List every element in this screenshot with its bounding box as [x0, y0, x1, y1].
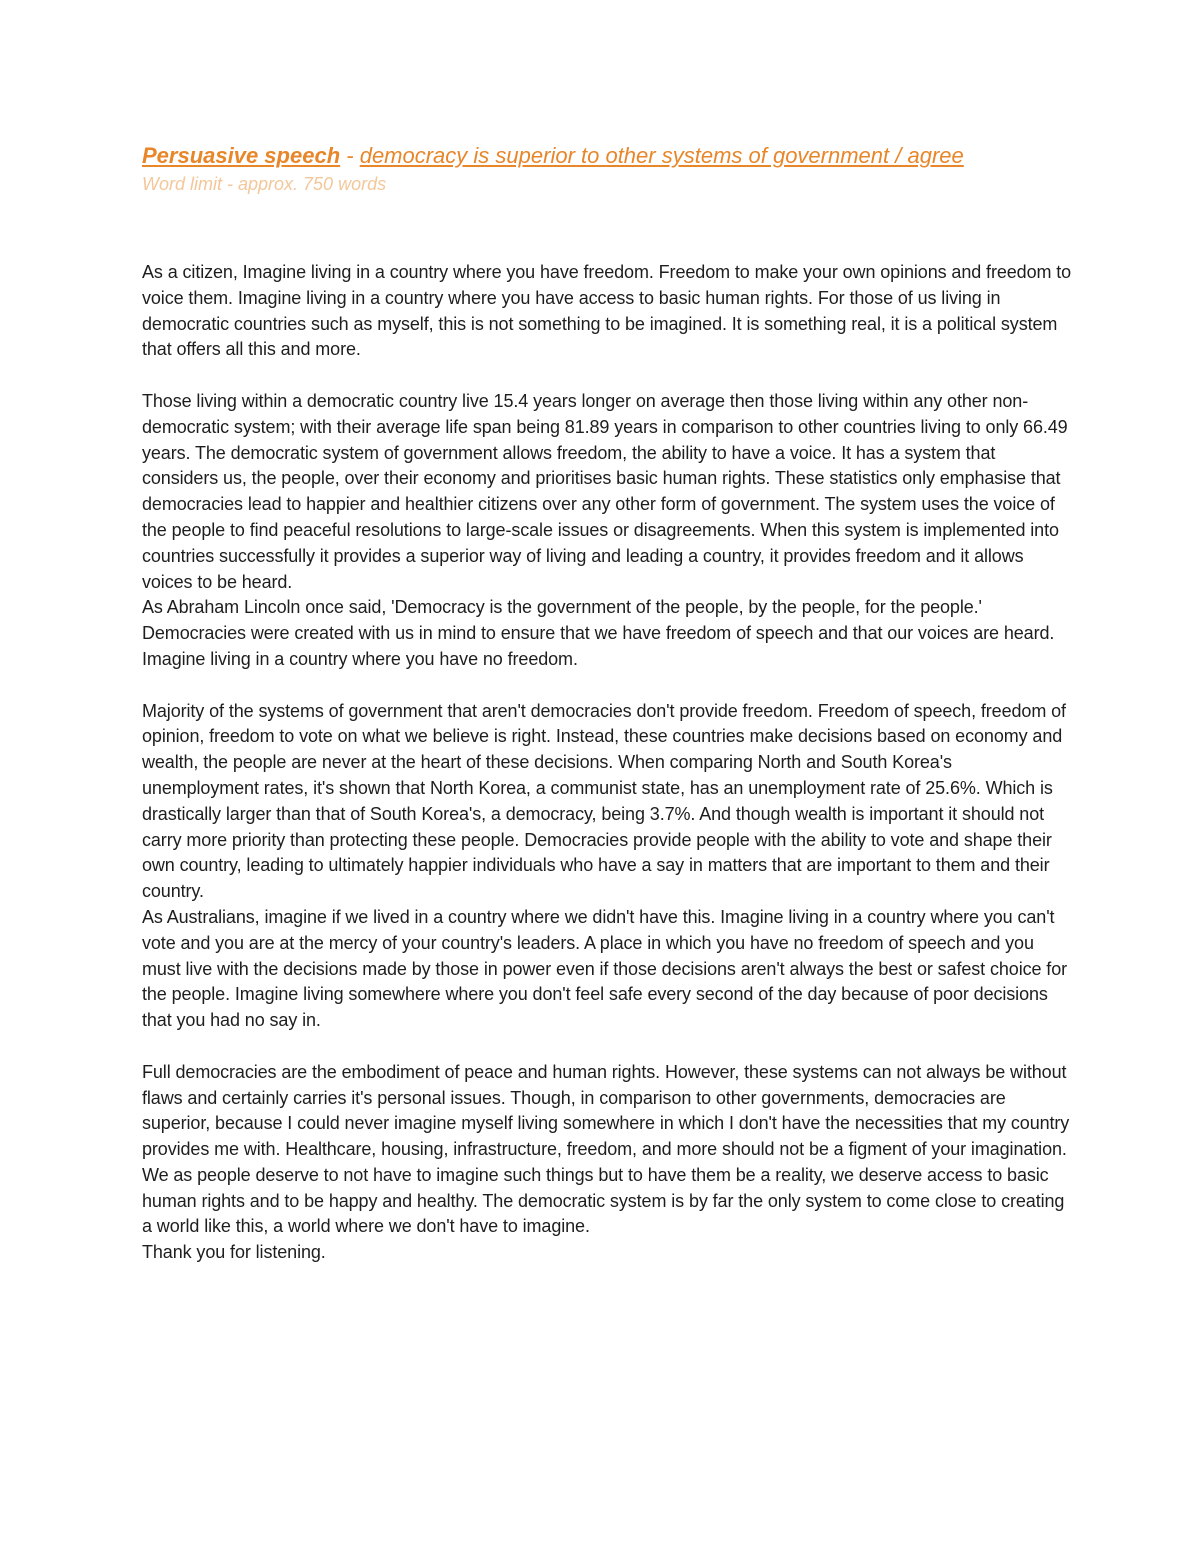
paragraph-gap	[142, 363, 1072, 389]
paragraph-australians: As Australians, imagine if we lived in a country where we didn't have this. Imagine living in a country where you can't vote and you are at the mercy of your country's leaders. A place in which you have no freedom of speech and you must live with the decisions made by those in power even if those decisions aren't always the best or safest choice for the people. Imagine living somewhere where you don't feel safe every second of the day because of poor decisions that you had no say in.	[142, 906, 1068, 1031]
paragraph-life-span: Those living within a democratic country live 15.4 years longer on average then those living within any other non-democratic system; with their average life span being 81.89 years in comparison to other countries living to only 66.49 years. The democratic system of government allows freedom, the ability to have a voice. It has a system that considers us, the people, over their economy and prioritises basic human rights. These statistics only emphasise that democracies lead to happier and healthier citizens over any other form of government. The system uses the voice of the people to find peaceful resolutions to large-scale issues or disagreements. When this system is implemented into countries successfully it provides a superior way of living and leading a country, it provides freedom and it allows voices to be heard.	[142, 390, 1068, 592]
title-separator: -	[340, 143, 360, 168]
paragraph-conclusion: Full democracies are the embodiment of peace and human rights. However, these systems can not always be without flaws and certainly carries it's personal issues. Though, in comparison to other governments, democracies are superior, because I could never imagine myself living somewhere in which I don't have the necessities that my country provides me with. Healthcare, housing, infrastructure, freedom, and more should not be a figment of your imagination. We as people deserve to not have to imagine such things but to have them be a reality, we deserve access to basic human rights and to be happy and healthy. The democratic system is by far the only system to come close to creating a world like this, a world where we don't have to imagine.	[142, 1061, 1070, 1237]
paragraph-gap	[142, 673, 1072, 699]
paragraph-thanks: Thank you for listening.	[142, 1242, 326, 1263]
title-topic-text: democracy is superior to other systems of government / agree	[359, 143, 964, 168]
paragraph-korea-comparison: Majority of the systems of government that aren't democracies don't provide freedom. Freedom of speech, freedom of opinion, freedom to vote on what we believe is right. Instead, these countries make decisions based on economy and wealth, the people are never at the heart of these decisions. When comparing North and South Korea's unemployment rates, it's shown that North Korea, a communist state, has an unemployment rate of 25.6%. Which is drastically larger than that of South Korea's, a democracy, being 3.7%. And though wealth is important it should not carry more priority than protecting these people. Democracies provide people with the ability to vote and shape their own country, leading to ultimately happier individuals who have a say in matters that are important to them and their country.	[142, 700, 1066, 902]
document-title	[142, 141, 1072, 171]
paragraph-intro: As a citizen, Imagine living in a country where you have freedom. Freedom to make your own opinions and freedom to voice them. Imagine living in a country where you have access to basic human rights. For those of us living in democratic countries such as myself, this is not something to be imagined. It is something real, it is a political system that offers all this and more.	[142, 262, 1072, 360]
paragraph-lincoln-quote: As Abraham Lincoln once said, 'Democracy is the government of the people, by the people, for the people.'	[142, 597, 982, 618]
speech-body	[142, 260, 1072, 1266]
title-bold-text: Persuasive speech	[142, 143, 341, 168]
paragraph-gap	[142, 1034, 1072, 1060]
word-limit-subtitle: Word limit - approx. 750 words	[142, 174, 387, 194]
paragraph-freedom-of-speech: Democracies were created with us in mind to ensure that we have freedom of speech and that our voices are heard. Imagine living in a country where you have no freedom.	[142, 623, 1055, 669]
document-page	[142, 141, 1072, 1266]
